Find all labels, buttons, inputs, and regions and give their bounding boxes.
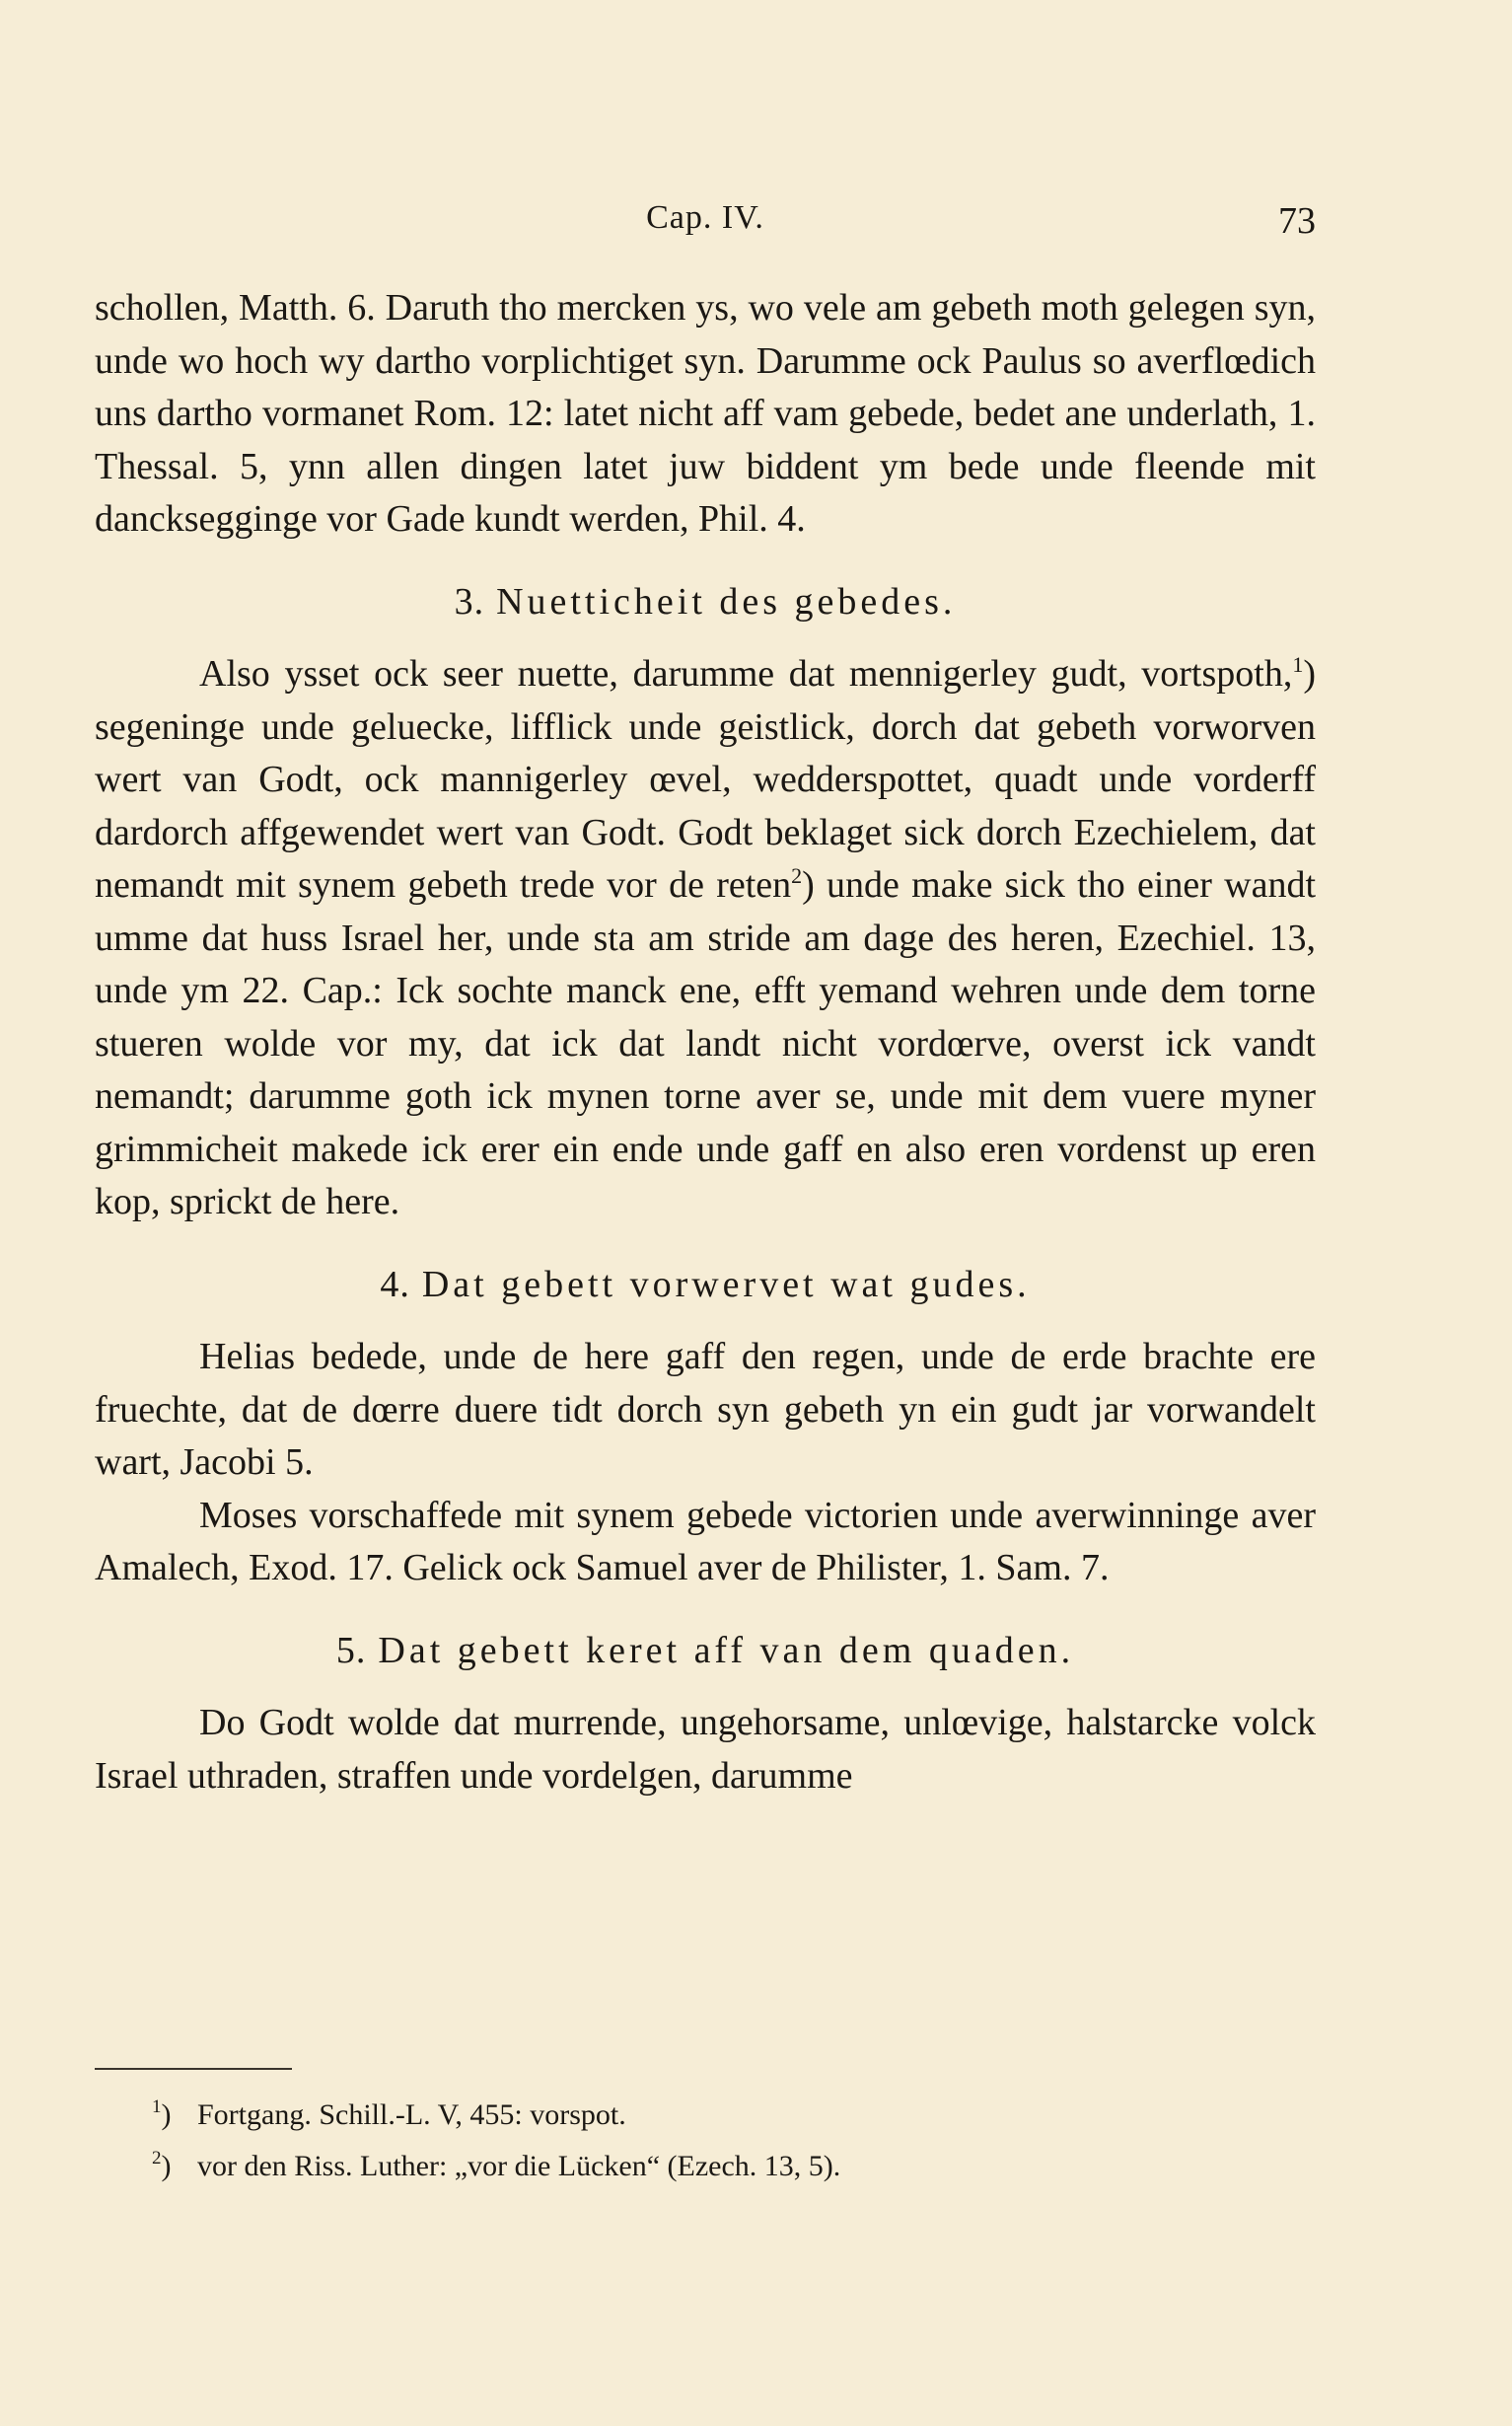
footnote-1 — [152, 2090, 1282, 2141]
paragraph-continuation: schollen, Matth. 6. Daruth tho mercken ys, wo vele am gebeth moth gelegen syn, unde wo hoch wy dartho vorplichtiget syn. Darumme ock Paulus so averflœdich uns dartho vormanet Rom. 12: latet nicht aff vam gebede, bedet ane underlath, 1. Thessal. 5, ynn allen dingen latet juw biddent ym bede unde fleende mit dancksegginge vor Gade kundt werden, Phil. 4. — [95, 287, 1316, 540]
section-number: 3. — [454, 580, 485, 623]
footnote-text: Fortgang. Schill.-L. V, 455: vorspot. — [197, 2098, 626, 2131]
section-heading-5 — [95, 1625, 1316, 1678]
footnote-mark: $^2$) — [152, 2148, 172, 2182]
page-number: 73 — [1278, 200, 1316, 242]
section-title: Nuetticheit des gebedes. — [496, 580, 957, 623]
section-title: Dat gebett vorwervet wat gudes. — [421, 1263, 1031, 1305]
paragraph-text: ) segeninge unde geluecke, lifflick unde geistlick, dorch dat gebeth vorworven wert van Godt, ock mannigerley œvel, wedderspottet, quadt unde vorderff dardorch affgewendet wert van Godt. Godt beklaget sick dorch Ezechielem, dat nemandt mit synem gebeth trede vor de reten — [95, 653, 1316, 906]
footnote-text: vor den Riss. Luther: „vor die Lücken“ (Ezech. 13, 5). — [197, 2150, 841, 2182]
footnote-number: 1 — [152, 2096, 162, 2117]
paragraph-nuetticheit — [95, 648, 1316, 1229]
section-number: 5. — [335, 1629, 367, 1671]
footnote-rule — [95, 2068, 292, 2070]
footnote-2 — [152, 2141, 1282, 2192]
paragraph-do-godt: Do Godt wolde dat murrende, ungehorsame, unlœvige, halstarcke volck Israel uthraden, straffen unde vordelgen, darumme — [95, 1702, 1316, 1797]
paragraph-text: Also ysset ock seer nuette, darumme dat mennigerley gudt, vortspoth, — [199, 653, 1293, 695]
footnotes — [152, 2090, 1282, 2192]
footnote-number: 2 — [152, 2148, 162, 2169]
paragraph-text: ) unde make sick tho einer wandt umme dat huss Israel her, unde sta am stride am dage des heren, Ezechiel. 13, unde ym 22. Cap.: Ick sochte manck ene, efft yemand wehren unde dem torne stueren wolde vor my, dat ick dat landt nicht vordœrve, overst ick vandt nemandt; darumme goth ick mynen torne aver se, unde mit dem vuere myner grimmicheit makede ick erer ein ende unde gaff en also eren vordenst up eren kop, sprickt de here. — [95, 864, 1316, 1222]
section-heading-3 — [95, 576, 1316, 629]
footnote-ref-2[interactable]: 2 — [791, 863, 803, 888]
section-title: Dat gebett keret aff van dem quaden. — [378, 1629, 1075, 1671]
main-text — [95, 282, 1316, 1802]
footnote-ref-1[interactable]: 1 — [1292, 652, 1304, 677]
footnote-mark: $^1$) — [152, 2096, 172, 2131]
section-heading-4 — [95, 1259, 1316, 1312]
paragraph-moses: Moses vorschaffede mit synem gebede victorien unde averwinninge aver Amalech, Exod. 17. Gelick ock Samuel aver de Philister, 1. Sam. 7. — [95, 1494, 1316, 1588]
page-header — [95, 193, 1316, 247]
running-head: Cap. IV. — [646, 199, 764, 236]
section-number: 4. — [380, 1263, 410, 1305]
paragraph-helias: Helias bedede, unde de here gaff den regen, unde de erde brachte ere fruechte, dat de dœrre duere tidt dorch syn gebeth yn ein gudt jar vorwandelt wart, Jacobi 5. — [95, 1336, 1316, 1483]
